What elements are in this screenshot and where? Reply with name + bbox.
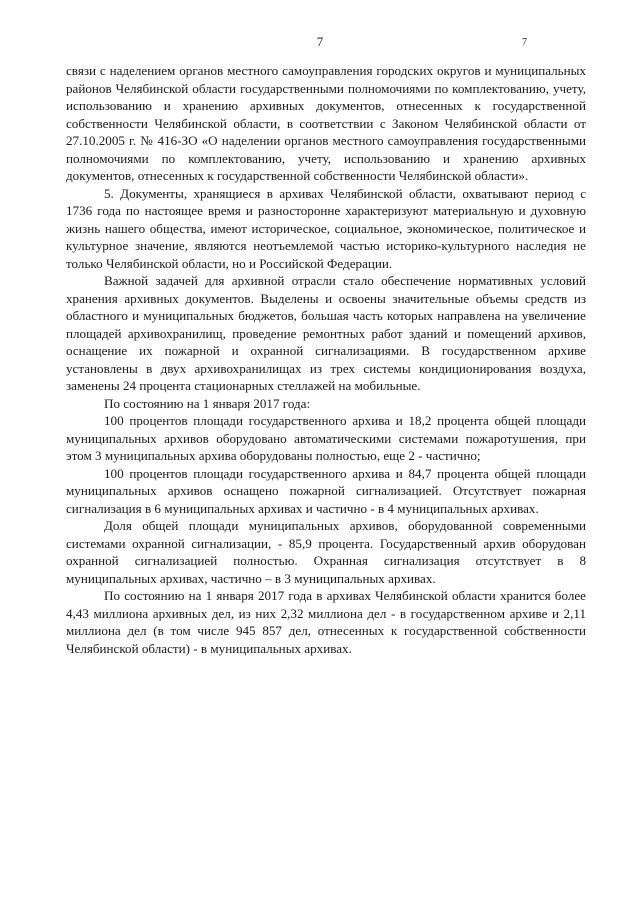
- corner-mark: 7: [522, 37, 527, 48]
- document-body: [66, 62, 586, 657]
- paragraph-5-documents: 5. Документы, хранящиеся в архивах Челябинской области, охватывают период с 1736 года по настоящее время и разносторонне характеризуют материальную и духовную жизнь нашего общества, имеют историческое, социальное, экономическое, политическое и культурное значение, являются неотъемлемой частью историко-культурного наследия не только Челябинской области, но и Российской Федерации.: [66, 185, 586, 271]
- paragraph-status-date: По состоянию на 1 января 2017 года:: [104, 395, 311, 411]
- paragraph-fire-suppression: 100 процентов площади государственного архива и 18,2 процента общей площади муниципальных архивов оборудовано автоматическими системами пожаротушения, при этом 3 муниципальных архива оборудованы полностью, еще 2 - частично;: [66, 413, 586, 463]
- paragraph-fire-alarm: 100 процентов площади государственного архива и 84,7 процента общей площади муниципальных архивов оснащено пожарной сигнализацией. Отсутствует пожарная сигнализация в 6 муниципальных архивах и частично - в 4 муниципальных архивах.: [66, 465, 586, 516]
- paragraph-continuation: связи с наделением органов местного самоуправления городских округов и муниципальных районов Челябинской области государственными полномочиями по комплектованию, учету, использованию и хранению архивных документов, отнесенных к государственной собственности Челябинской области, в соответствии с Законом Челябинской области от 27.10.2005 г. № 416-ЗО «О наделении органов местного самоуправления государственными полномочиями по комплектованию, учету, использованию и хранению архивных документов, отнесенных к государственной собственности Челябинской области».: [66, 63, 586, 183]
- page-number: 7: [316, 34, 324, 49]
- paragraph-archive-holdings: По состоянию на 1 января 2017 года в архивах Челябинской области хранится более 4,43 миллиона архивных дел, из них 2,32 миллиона дел - в государственном архиве и 2,11 миллиона дел (в том числе 945 857 дел, отнесенных к государственной собственности Челябинской области) - в муниципальных архивах.: [66, 588, 586, 656]
- paragraph-security-alarm: Доля общей площади муниципальных архивов, оборудованной современными системами охранной сигнализации, - 85,9 процента. Государственный архив оборудован охранной сигнализацией полностью. Охранная сигнализация отсутствует в 8 муниципальных архивах, частично – в 3 муниципальных архивах.: [66, 518, 586, 586]
- paragraph-storage-conditions: Важной задачей для архивной отрасли стало обеспечение нормативных условий хранения архивных документов. Выделены и освоены значительные объемы средств из областного и муниципальных бюджетов, большая часть которых направлена на увеличение площадей архивохранилищ, проведение ремонтных работ зданий и помещений архивов, оснащение их пожарной и охранной сигнализациями. В государственном архиве установлены в двух архивохранилищах из трех системы кондиционирования воздуха, заменены 24 процента стационарных стеллажей на мобильные.: [66, 273, 586, 393]
